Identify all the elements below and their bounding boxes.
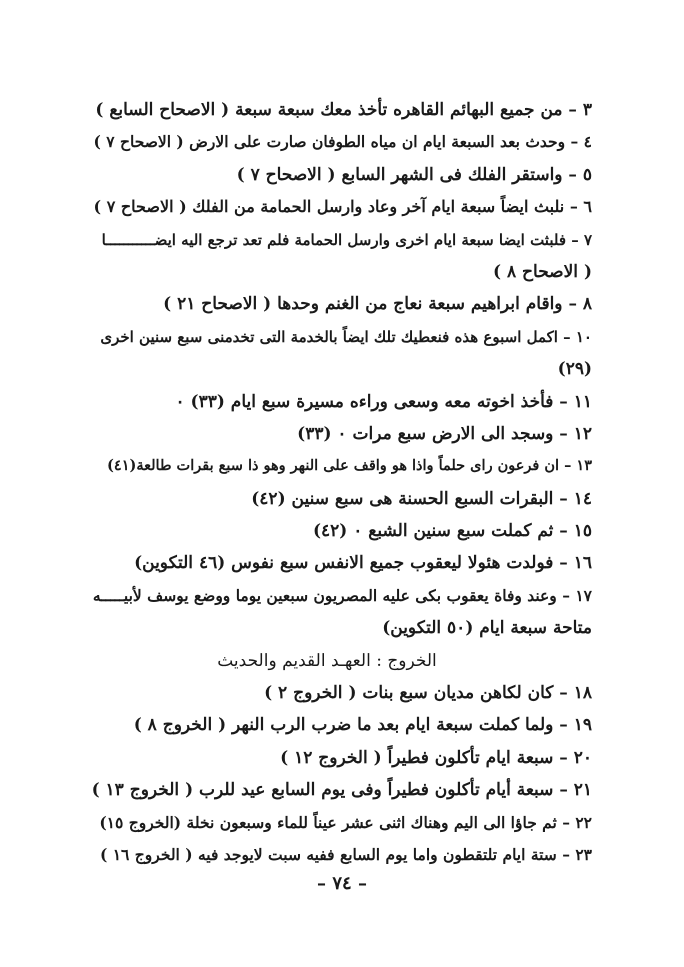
text-line: ٤ – وحدث بعد السبعة ايام ان مياه الطوفان صارت على الارض ( الاصحاح ٧ ): [93, 132, 592, 152]
text-line: ١١ – فأخذ اخوته معه وسعى وراءه مسيرة سبع ايام (٣٣) ٠: [175, 391, 592, 412]
text-line: متاحة سبعة ايام (٥٠ التكوين): [382, 618, 592, 639]
text-line: ١٥ – ثم كملت سبع سنين الشبع ٠ (٤٢): [312, 521, 592, 542]
text-line: (٢٩): [557, 359, 592, 380]
section-heading: الخروج : العهـد القديم والحديث: [217, 650, 437, 671]
text-line: ١٦ – فولدت هئولا ليعقوب جميع الانفس سبع نفوس (٤٦ التكوين): [134, 553, 592, 574]
text-line: ( الاصحاح ٨ ): [493, 261, 592, 282]
text-line: ٦ – نلبث ايضاً سبعة ايام آخر وعاد وارسل الحمامة من الفلك ( الاصحاح ٧ ): [93, 197, 592, 217]
text-line: ١٢ – وسجد الى الارض سبع مرات ٠ (٣٣): [297, 423, 592, 444]
text-line: ٢٠ – سبعة ايام تأكلون فطيراً ( الخروج ١٢ ): [280, 747, 592, 768]
text-line: ١٧ – وعند وفاة يعقوب بكى عليه المصريون سبعين يوما ووضع يوسف لأبيـــــه: [92, 585, 592, 605]
text-line: ٨ – واقام ابراهيم سبعة نعاج من الغنم وحدها ( الاصحاح ٢١ ): [163, 294, 592, 315]
text-line: ١٨ – كان لكاهن مديان سبع بنات ( الخروج ٢ ): [264, 683, 592, 704]
text-block: [92, 94, 592, 871]
text-line: ٢٢ – ثم جاؤا الى اليم وهناك اثنى عشر عيناً للماء وسبعون نخلة (الخروج ١٥): [99, 812, 592, 832]
page-number: – ٧٤ –: [317, 873, 367, 894]
text-line: ٢٣ – ستة ايام تلتقطون واما يوم السابع ففيه سبت لايوجد فيه ( الخروج ١٦ ): [99, 844, 592, 864]
text-line: ١٠ – اكمل اسبوع هذه فنعطيك تلك ايضاً بالخدمة التى تخدمنى سبع سنين اخرى: [100, 327, 592, 346]
text-line: ٢١ – سبعة أيام تأكلون فطيراً وفى يوم السابع عيد للرب ( الخروج ١٣ ): [91, 780, 592, 801]
text-line: ١٤ – البقرات السبع الحسنة هى سبع سنين (٤٢): [251, 488, 592, 509]
text-line: ٧ – فلبثت ايضا سبعة ايام اخرى وارسل الحمامة فلم تعد ترجع اليه ايضـــــــــــا: [101, 230, 592, 249]
text-line: ٣ – من جميع البهائم القاهره تأخذ معك سبعة سبعة ( الاصحاح السابع ): [95, 100, 592, 120]
text-line: ٥ – واستقر الفلك فى الشهر السابع ( الاصحاح ٧ ): [236, 164, 592, 185]
text-line: ١٩ – ولما كملت سبعة ايام بعد ما ضرب الرب النهر ( الخروج ٨ ): [133, 715, 592, 736]
text-line: ١٣ – ان فرعون راى حلماً واذا هو واقف على النهر وهو ذا سبع بقرات طالعة(٤١): [107, 457, 592, 475]
